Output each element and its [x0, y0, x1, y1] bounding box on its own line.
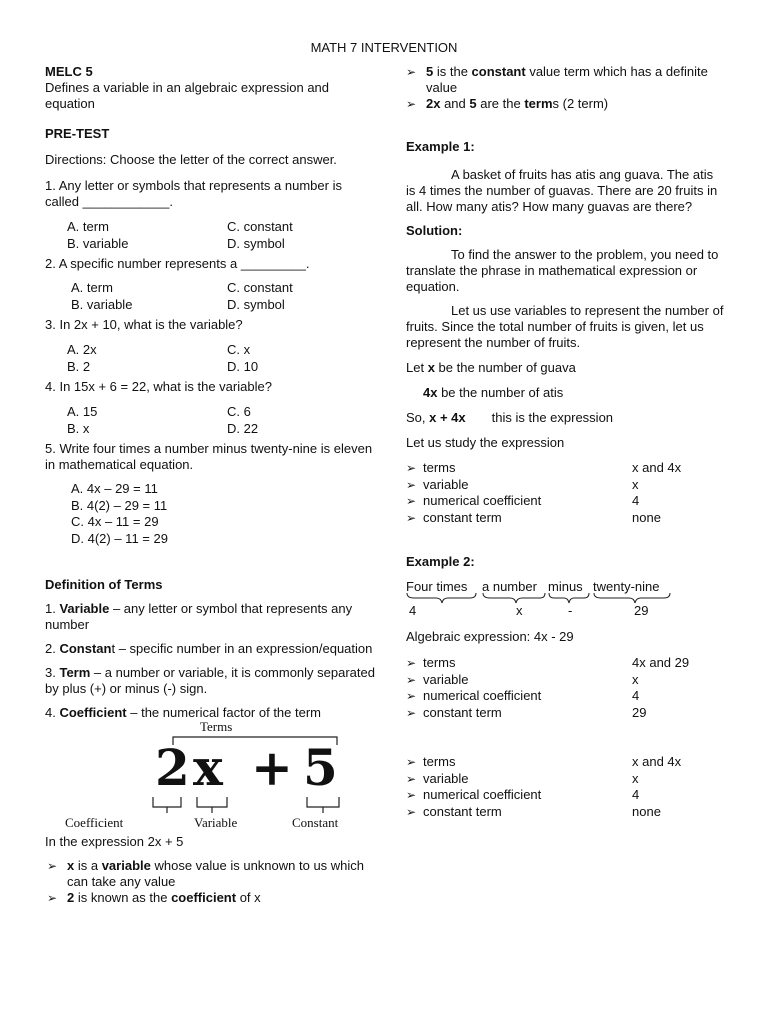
question-4: 4. In 15x + 6 = 22, what is the variable?: [45, 379, 272, 394]
translation-value: 29: [634, 603, 649, 618]
definitions-heading: Definition of Terms: [45, 577, 163, 592]
let-x-line: Let x be the number of guava: [406, 360, 576, 375]
algebraic-expression: Algebraic expression: 4x - 29: [406, 629, 574, 644]
term-diagram: [63, 721, 363, 833]
phrase-part: twenty-nine: [593, 579, 660, 594]
terms-label: Terms: [200, 719, 233, 734]
property-row: ➢ constant term none: [406, 510, 726, 527]
translation-value: 4: [409, 603, 417, 618]
question-5-choices: [71, 481, 375, 547]
note-coefficient: ➢ 2 is known as the coefficient of x: [45, 890, 375, 906]
left-column: [45, 64, 375, 906]
choice: A. 4x – 29 = 11: [71, 481, 158, 496]
choice: D. 22: [227, 420, 259, 436]
constant-label: Constant: [292, 815, 339, 830]
solution-heading: Solution:: [406, 223, 463, 238]
choice: C. constant: [227, 280, 293, 295]
definition-term: 3. Term – a number or variable, it is commonly separated by plus (+) or minus (-) sign.: [45, 665, 375, 696]
choice: B. x: [67, 420, 90, 436]
choice: B. 2: [67, 358, 91, 374]
melc-heading: MELC 5: [45, 64, 93, 79]
choice: D. 4(2) – 11 = 29: [71, 530, 168, 546]
example-1-problem: A basket of fruits has atis ang guava. The atis is 4 times the number of guavas. There are 20 fruits in all. How many atis? How many guavas are there?: [406, 167, 718, 214]
variable-letter: x: [193, 738, 223, 797]
definition-variable: 1. Variable – any letter or symbol that represents any number: [45, 601, 353, 632]
property-row: ➢ constant term none: [406, 804, 726, 821]
note-variable: ➢ x is a variable whose value is unknown to us which can take any value: [45, 858, 375, 890]
property-row: ➢ variable x: [406, 672, 726, 689]
question-5: 5. Write four times a number minus twenty-nine is eleven in mathematical equation.: [45, 441, 373, 472]
so-line: So, x + 4x this is the expression: [406, 410, 614, 425]
solution-para-2: Let us use variables to represent the number of fruits. Since the total number of fruits is given, let us represent the number of fruits.: [406, 303, 724, 350]
property-row: ➢ variable x: [406, 771, 726, 788]
question-2-choices: [71, 280, 375, 313]
choice: C. 4x – 11 = 29: [71, 514, 159, 529]
property-row: ➢ variable x: [406, 477, 726, 494]
question-4-choices: [67, 404, 375, 437]
definition-constant: 2. Constant – specific number in an expression/equation: [45, 641, 373, 656]
coefficient-digit: 2: [155, 738, 190, 797]
choice: A. term: [67, 219, 109, 234]
translation-value: -: [568, 603, 573, 618]
choice: C. constant: [227, 219, 293, 234]
property-row: ➢ numerical coefficient 4: [406, 688, 726, 705]
page-title: MATH 7 INTERVENTION: [310, 40, 458, 55]
choice: A. term: [71, 280, 113, 295]
note-constant: ➢ 5 is the constant value term which has a definite value: [404, 64, 726, 96]
choice: A. 15: [67, 404, 98, 419]
note-terms: ➢ 2x and 5 are the terms (2 term): [404, 96, 726, 112]
translation-value: x: [516, 603, 523, 618]
question-2: 2. A specific number represents a _________.: [45, 256, 310, 271]
choice: D. symbol: [227, 235, 285, 251]
property-row: ➢ constant term 29: [406, 705, 726, 722]
coefficient-label: Coefficient: [65, 815, 124, 830]
property-row: ➢ numerical coefficient 4: [406, 493, 726, 510]
choice: D. symbol: [227, 296, 285, 312]
choice: B. 4(2) – 29 = 11: [71, 497, 168, 513]
example-2-properties-repeat: [406, 754, 726, 820]
melc-description: Defines a variable in an algebraic expression and equation: [45, 80, 330, 111]
phrase-part: a number: [482, 579, 537, 594]
example-2-translation: [406, 579, 726, 623]
four-x-line: 4x be the number of atis: [423, 385, 564, 400]
question-1-choices: [67, 219, 375, 252]
question-3-choices: [67, 342, 375, 375]
phrase-part: minus: [548, 579, 583, 594]
choice: C. 6: [227, 404, 251, 419]
variable-label: Variable: [194, 815, 238, 830]
property-row: ➢ terms x and 4x: [406, 460, 726, 477]
example-1-properties: [406, 460, 726, 526]
question-3: 3. In 2x + 10, what is the variable?: [45, 317, 243, 332]
definition-coefficient: 4. Coefficient – the numerical factor of the term: [45, 705, 322, 720]
example-1-heading: Example 1:: [406, 139, 475, 154]
solution-para-1: To find the answer to the problem, you need to translate the phrase in mathematical expression or equation.: [406, 247, 719, 294]
choice: C. x: [227, 342, 251, 357]
choice: D. 10: [227, 358, 259, 374]
choice: B. variable: [71, 296, 133, 312]
study-line: Let us study the expression: [406, 435, 565, 450]
property-row: ➢ terms x and 4x: [406, 754, 726, 771]
expression-intro: In the expression 2x + 5: [45, 834, 184, 849]
example-2-heading: Example 2:: [406, 554, 475, 569]
question-1: 1. Any letter or symbols that represents a number is called ____________.: [45, 178, 342, 209]
pretest-heading: PRE-TEST: [45, 126, 110, 141]
phrase-part: Four times: [406, 579, 468, 594]
right-column: [406, 64, 726, 820]
property-row: ➢ numerical coefficient 4: [406, 787, 726, 804]
plus-sign: +: [251, 738, 293, 797]
constant-digit: 5: [303, 738, 338, 797]
choice: A. 2x: [67, 342, 97, 357]
pretest-directions: Directions: Choose the letter of the correct answer.: [45, 152, 337, 167]
property-row: ➢ terms 4x and 29: [406, 655, 726, 672]
choice: B. variable: [67, 235, 129, 251]
example-2-properties: [406, 655, 726, 721]
